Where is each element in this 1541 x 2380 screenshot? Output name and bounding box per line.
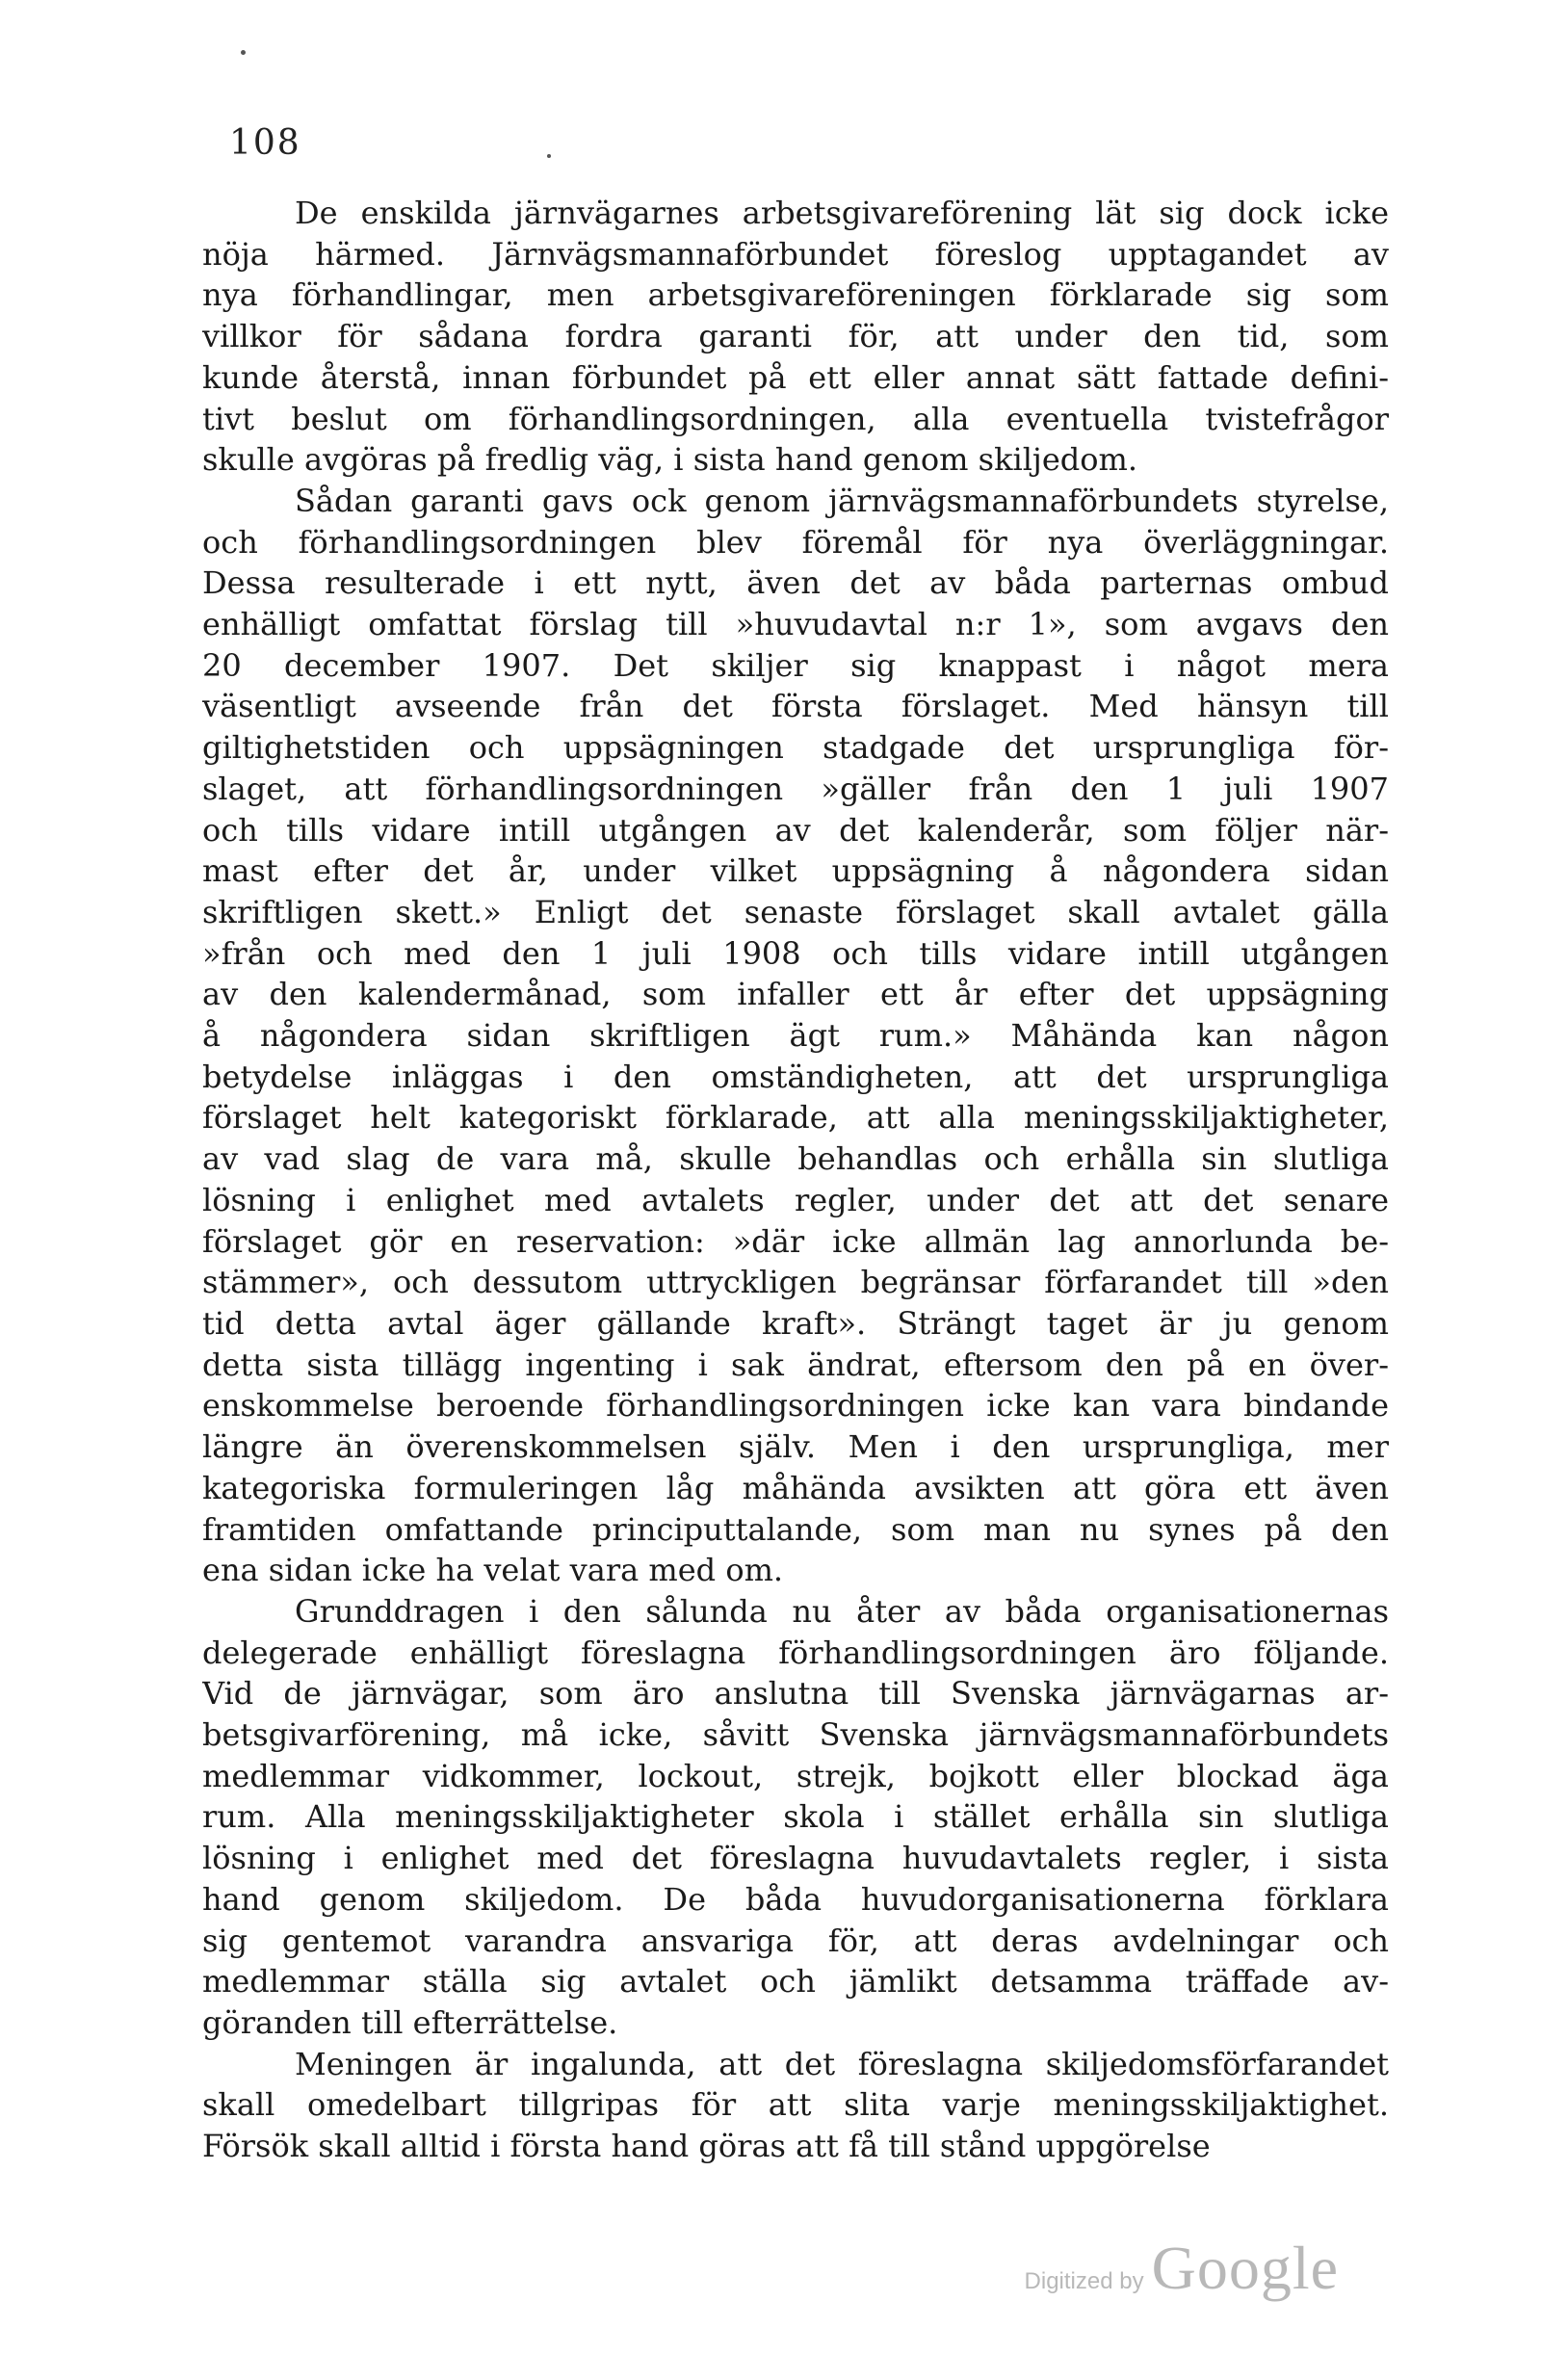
text-line: rum. Alla meningsskiljaktigheter skola i stället erhålla sin slutliga	[202, 1798, 1389, 1836]
text-line: stämmer», och dessutom uttryckligen begränsar förfarandet till »den	[202, 1264, 1389, 1301]
text-line: villkor för sådana fordra garanti för, att under den tid, som	[202, 318, 1389, 355]
text-line: hand genom skiljedom. De båda huvudorganisationerna förklara	[202, 1880, 1389, 1918]
text-line: och förhandlingsordningen blev föremål för nya överläggningar.	[202, 523, 1389, 561]
text-line: Vid de järnvägar, som äro anslutna till Svenska järnvägarnas ar-	[202, 1675, 1389, 1713]
text-line: enskommelse beroende förhandlingsordningen icke kan vara bindande	[202, 1387, 1389, 1425]
text-line: nya förhandlingar, men arbetsgivareföreningen förklarade sig som	[202, 276, 1389, 314]
text-line: göranden till efterrättelse.	[202, 2003, 618, 2041]
text-line: ena sidan icke ha velat vara med om.	[202, 1552, 784, 1589]
text-line: längre än överenskommelsen själv. Men i den ursprungliga, mer	[202, 1428, 1389, 1466]
text-line: medlemmar vidkommer, lockout, strejk, bojkott eller blockad äga	[202, 1757, 1389, 1794]
text-line: kunde återstå, innan förbundet på ett eller annat sätt fattade defini-	[202, 358, 1389, 396]
paragraph	[202, 2044, 1389, 2167]
text-line: och tills vidare intill utgången av det kalenderår, som följer när-	[202, 811, 1389, 849]
text-line: »från och med den 1 juli 1908 och tills vidare intill utgången	[202, 934, 1389, 972]
text-line: lösning i enlighet med det föreslagna huvudavtalets regler, i sista	[202, 1840, 1389, 1877]
print-speck	[241, 50, 246, 55]
text-line: mast efter det år, under vilket uppsägning å någondera sidan	[202, 852, 1389, 890]
text-line: skall omedelbart tillgripas för att slita varje meningsskiljaktighet.	[202, 2086, 1389, 2124]
text-line: Sådan garanti gavs ock genom järnvägsmannaförbundets styrelse,	[295, 482, 1389, 519]
text-line: medlemmar ställa sig avtalet och jämlikt detsamma träffade av-	[202, 1963, 1389, 2001]
text-line: skriftligen skett.» Enligt det senaste förslaget skall avtalet gälla	[202, 893, 1389, 930]
text-line: tid detta avtal äger gällande kraft». Strängt taget är ju genom	[202, 1304, 1389, 1342]
text-line: tivt beslut om förhandlingsordningen, alla eventuella tvistefrågor	[202, 400, 1389, 437]
text-line: av den kalendermånad, som infaller ett år efter det uppsägning	[202, 976, 1389, 1013]
text-line: enhälligt omfattat förslag till »huvudavtal n:r 1», som avgavs den	[202, 606, 1389, 643]
text-line: 20 december 1907. Det skiljer sig knappast i något mera	[202, 646, 1389, 684]
text-line: betsgivarförening, må icke, såvitt Svenska järnvägsmannaförbundets	[202, 1716, 1389, 1754]
text-line: lösning i enlighet med avtalets regler, under det att det senare	[202, 1181, 1389, 1218]
watermark-small-text: Digitized by	[1024, 2268, 1144, 2294]
text-line: av vad slag de vara må, skulle behandlas och erhålla sin slutliga	[202, 1140, 1389, 1178]
paragraph	[202, 481, 1389, 1591]
text-line: förslaget helt kategoriskt förklarade, att alla meningsskiljaktigheter,	[202, 1099, 1389, 1137]
text-line: betydelse inläggas i den omständigheten, att det ursprungliga	[202, 1058, 1389, 1095]
text-line: Meningen är ingalunda, att det föreslagna skiljedomsförfarandet	[295, 2045, 1389, 2082]
text-line: detta sista tillägg ingenting i sak ändrat, eftersom den på en över-	[202, 1346, 1389, 1383]
text-line: förslaget gör en reservation: »där icke allmän lag annorlunda be-	[202, 1222, 1389, 1260]
text-line: slaget, att förhandlingsordningen »gäller från den 1 juli 1907	[202, 770, 1389, 807]
paragraph	[202, 193, 1389, 481]
text-line: giltighetstiden och uppsägningen stadgade det ursprungliga för-	[202, 729, 1389, 767]
page-number: 108	[229, 123, 301, 163]
print-speck	[547, 154, 551, 158]
text-line: Försök skall alltid i första hand göras att få till stånd uppgörelse	[202, 2128, 1211, 2165]
digitized-watermark	[1025, 2233, 1339, 2304]
body-text	[202, 193, 1389, 2167]
text-line: De enskilda järnvägarnes arbetsgivareförening lät sig dock icke	[295, 195, 1389, 231]
text-line: sig gentemot varandra ansvariga för, att deras avdelningar och	[202, 1922, 1389, 1959]
watermark-logo-text: Google	[1151, 2234, 1339, 2302]
text-line: väsentligt avseende från det första förslaget. Med hänsyn till	[202, 688, 1389, 725]
paragraph	[202, 1591, 1389, 2044]
text-line: kategoriska formuleringen låg måhända avsikten att göra ett även	[202, 1469, 1389, 1506]
text-line: framtiden omfattande principuttalande, som man nu synes på den	[202, 1510, 1389, 1548]
text-line: nöja härmed. Järnvägsmannaförbundet föreslog upptagandet av	[202, 235, 1389, 273]
text-line: delegerade enhälligt föreslagna förhandlingsordningen äro följande.	[202, 1634, 1389, 1671]
text-line: Dessa resulterade i ett nytt, även det av båda parternas ombud	[202, 564, 1389, 602]
text-line: skulle avgöras på fredlig väg, i sista hand genom skiljedom.	[202, 441, 1138, 479]
text-line: å någondera sidan skriftligen ägt rum.» Måhända kan någon	[202, 1017, 1389, 1055]
text-line: Grunddragen i den sålunda nu åter av båda organisationernas	[295, 1592, 1389, 1630]
